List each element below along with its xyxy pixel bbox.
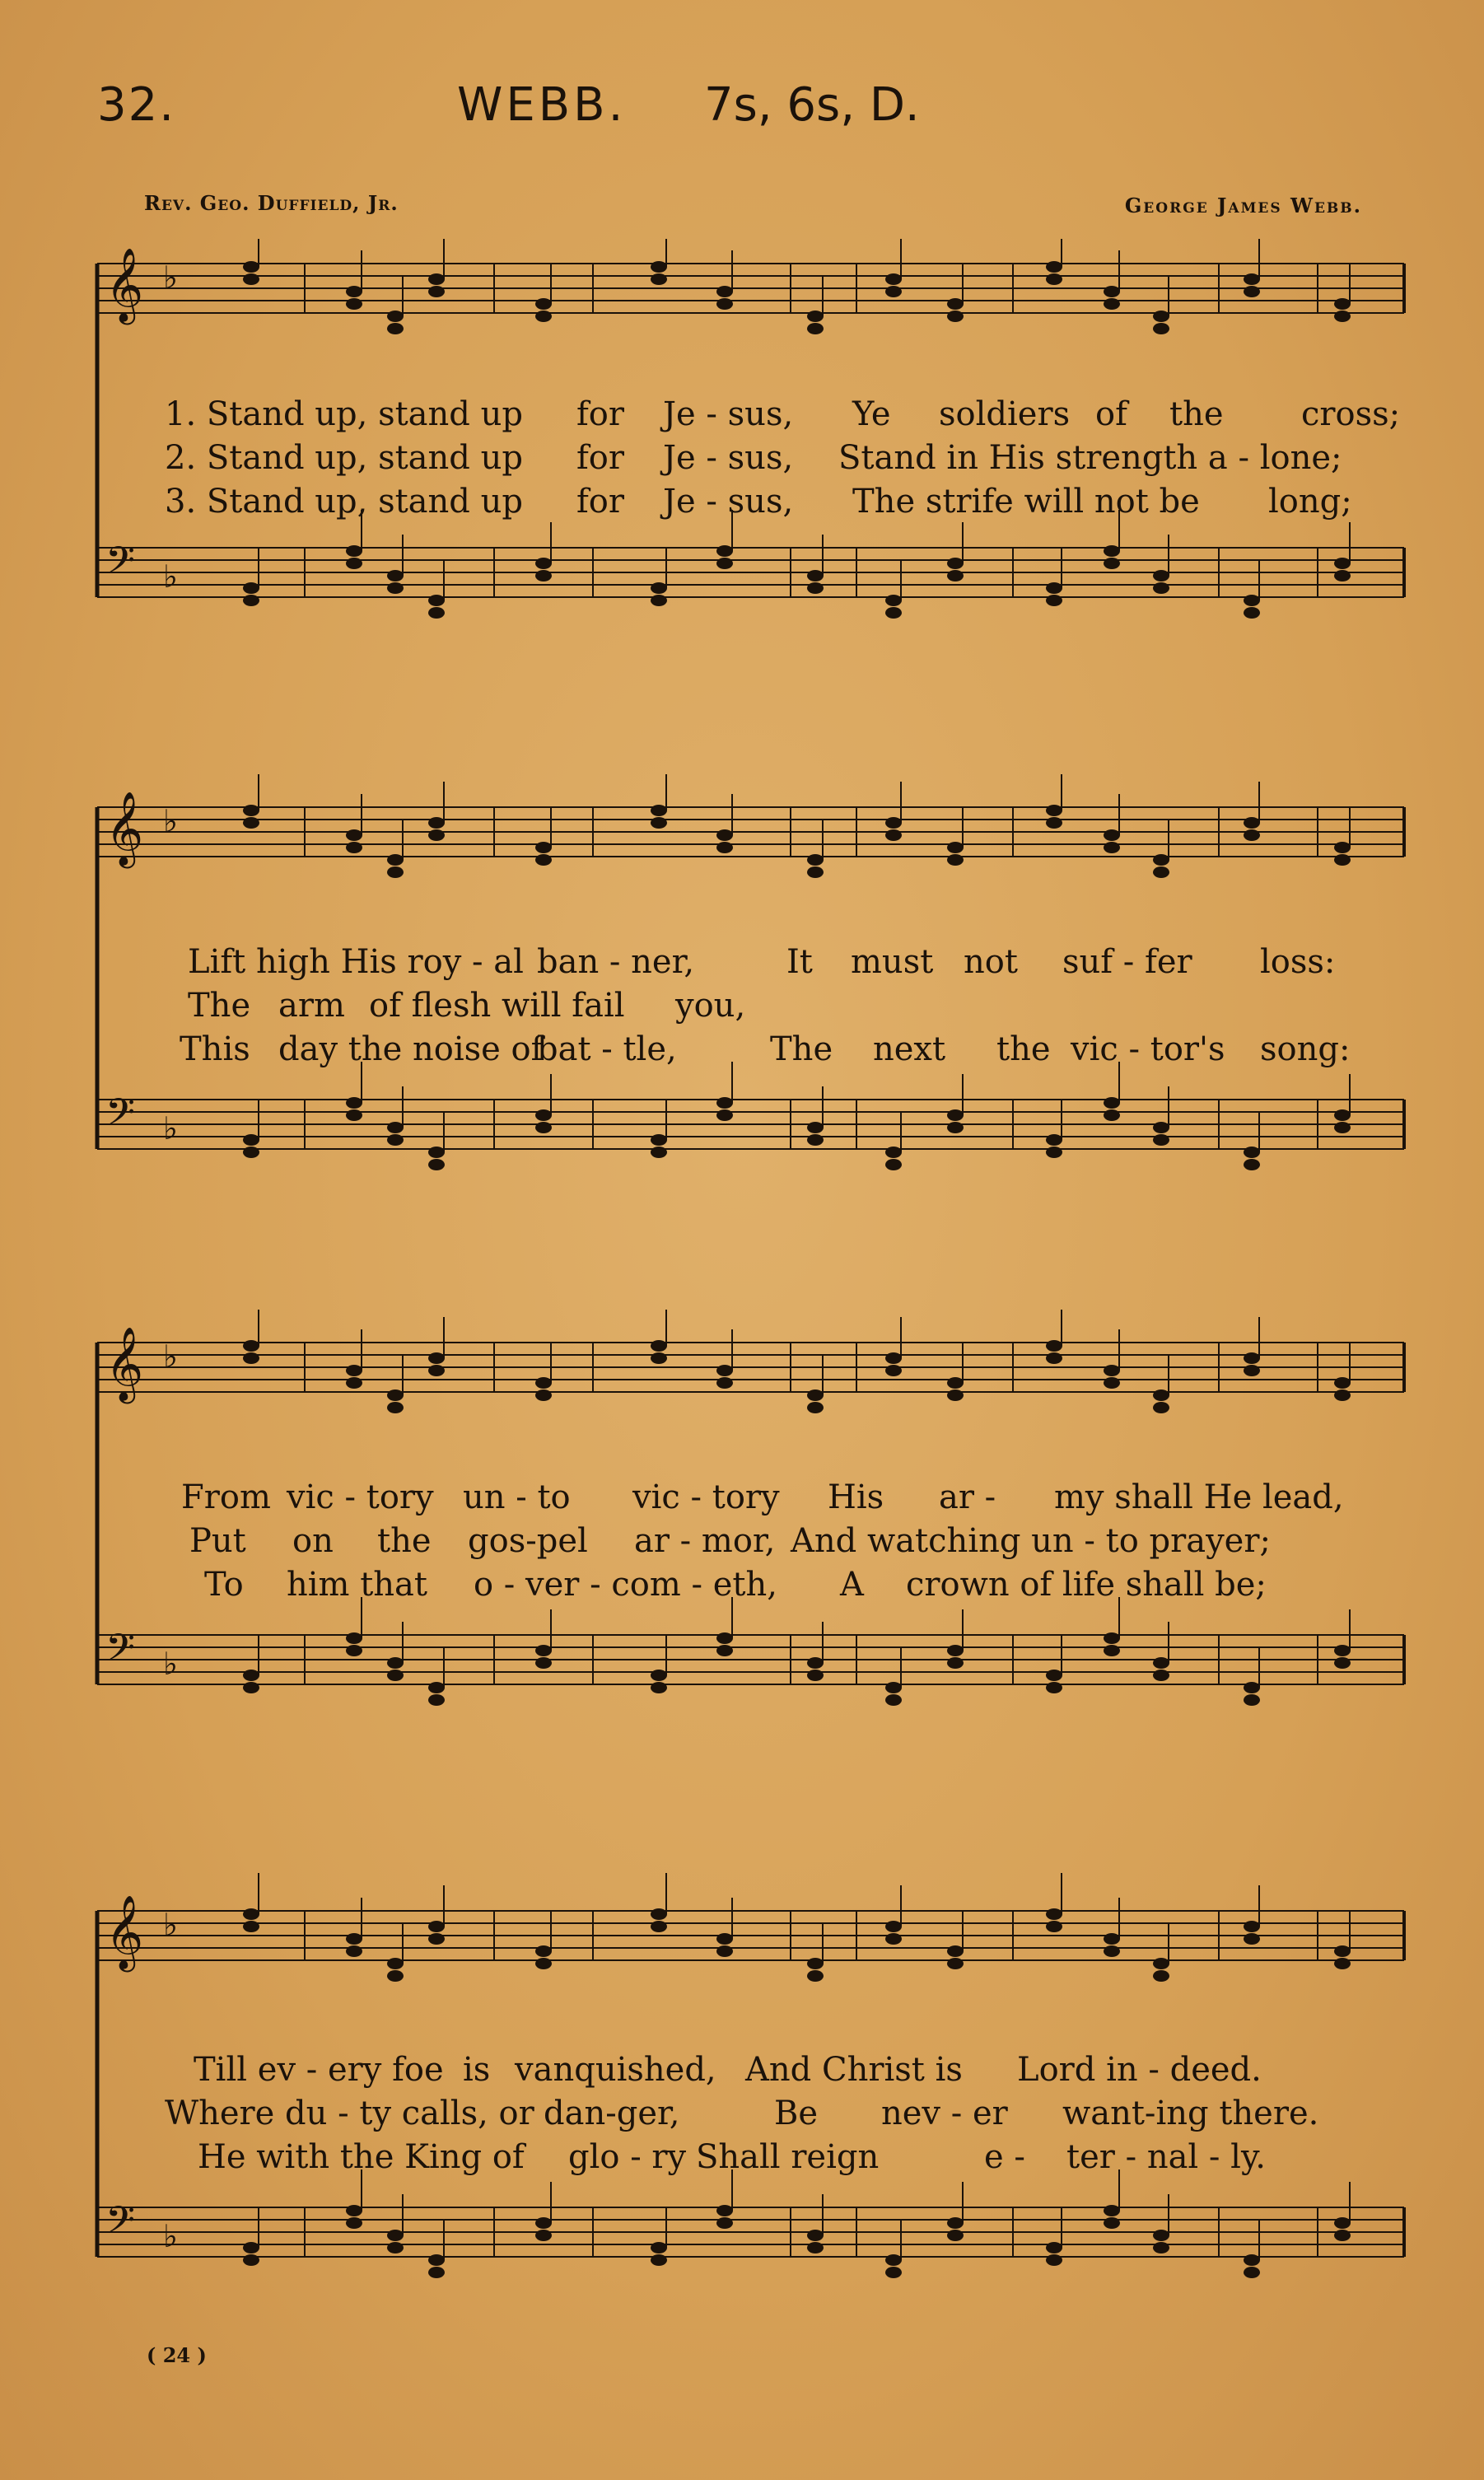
page-number: ( 24 ) [147, 2343, 207, 2367]
svg-text:𝄞: 𝄞 [105, 248, 144, 322]
svg-text:𝄢: 𝄢 [105, 1091, 136, 1144]
svg-text:𝄞: 𝄞 [105, 792, 144, 866]
svg-text:♭: ♭ [163, 1646, 178, 1682]
lyric-line: This day the noise of bat - tle, The next the vic - tor's song: [180, 1030, 1351, 1068]
svg-text:𝄢: 𝄢 [105, 539, 136, 592]
composer-credit: George James Webb. [1124, 194, 1362, 217]
lyric-line: 3. Stand up, stand up for Je - sus, The strife will not be long; [165, 483, 1352, 521]
svg-text:♭: ♭ [163, 259, 178, 296]
music-system-1 [82, 239, 1416, 700]
svg-text:♭: ♭ [163, 2218, 178, 2254]
lyric-line: To him that o - ver - com - eth, A crown of life shall be; [204, 1566, 1267, 1604]
music-system-2 [82, 774, 1416, 1235]
hymn-title: WEBB. [457, 78, 627, 132]
lyric-line: Put on the gos-pel ar - mor, And watching un - to prayer; [189, 1522, 1271, 1560]
music-system-3 [82, 1310, 1416, 1771]
svg-text:♭: ♭ [163, 803, 178, 839]
lyric-line: Lift high His roy - al ban - ner, It must not suf - fer loss: [188, 943, 1336, 981]
svg-text:♭: ♭ [163, 1338, 178, 1375]
svg-text:𝄢: 𝄢 [105, 2198, 136, 2252]
lyric-line: The arm of flesh will fail you, [188, 987, 746, 1025]
svg-text:♭: ♭ [163, 1907, 178, 1943]
svg-text:♭: ♭ [163, 558, 178, 595]
lyric-line: Where du - ty calls, or dan-ger, Be nev - er want-ing there. [165, 2095, 1319, 2132]
lyric-line: From vic - tory un - to vic - tory His ar - my shall He lead, [181, 1478, 1344, 1516]
svg-text:𝄞: 𝄞 [105, 1327, 144, 1401]
lyric-line: He with the King of glo - ry Shall reign e - ter - nal - ly. [198, 2138, 1266, 2176]
hymn-meter: 7s, 6s, D. [704, 78, 920, 132]
lyric-line: Till ev - ery foe is vanquished, And Christ is Lord in - deed. [194, 2051, 1262, 2089]
svg-text:♭: ♭ [163, 1110, 178, 1147]
svg-text:𝄢: 𝄢 [105, 1626, 136, 1679]
music-system-4 [82, 1845, 1416, 2306]
lyric-line: 2. Stand up, stand up for Je - sus, Stand in His strength a - lone; [165, 439, 1342, 477]
lyric-line: 1. Stand up, stand up for Je - sus, Ye soldiers of the cross; [165, 395, 1401, 433]
svg-text:𝄞: 𝄞 [105, 1895, 144, 1969]
hymn-number: 32. [97, 78, 176, 132]
author-credit: Rev. Geo. Duffield, Jr. [144, 191, 399, 215]
